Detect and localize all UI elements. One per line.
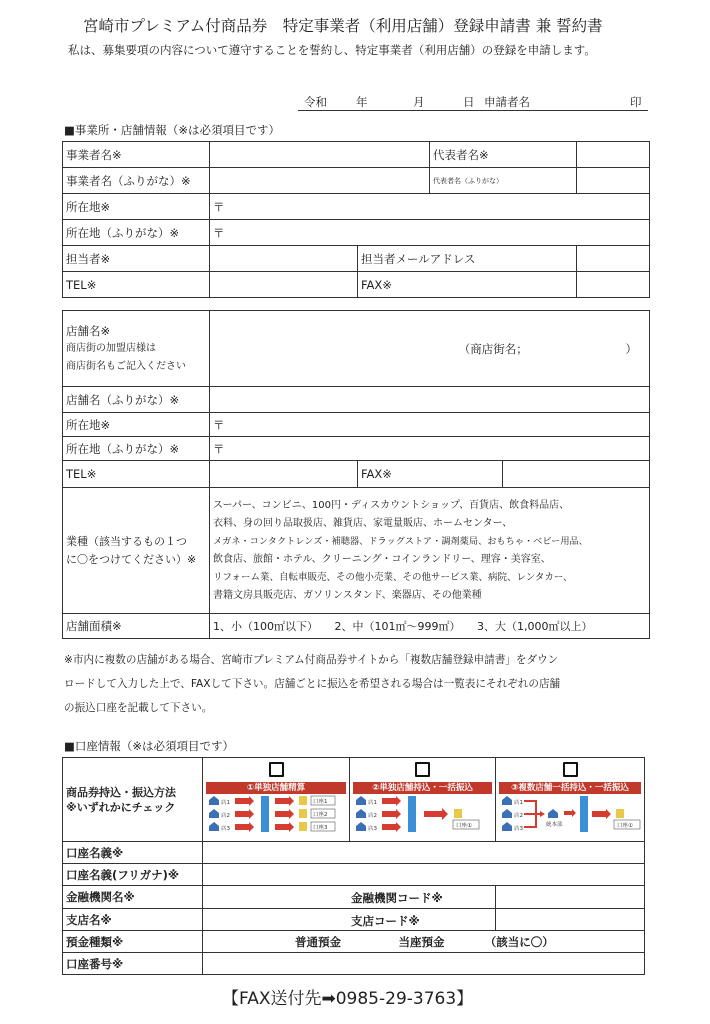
store-icon xyxy=(502,796,512,805)
section-account-title: ■口座情報（※は必須項目です） xyxy=(64,739,234,753)
contact-label: 担当者※ xyxy=(63,246,210,272)
account-label: 口座① xyxy=(617,823,633,829)
arrow-icon xyxy=(235,809,254,819)
rep-name-field[interactable] xyxy=(577,142,650,168)
arrow-icon xyxy=(275,822,294,832)
arrow-icon xyxy=(564,809,576,817)
contact-field[interactable] xyxy=(210,246,358,272)
branch-code-field[interactable] xyxy=(496,909,645,931)
bank-icon xyxy=(299,822,307,831)
arrow-icon xyxy=(275,796,294,806)
address-kana-label: 所在地（ふりがな）※ xyxy=(63,220,210,246)
area-options[interactable]: 1、小（100㎡以下） 2、中（101㎡〜999㎡） 3、大（1,000㎡以上） xyxy=(210,614,650,639)
arrow-icon xyxy=(540,811,545,817)
option-multi-bulk[interactable] xyxy=(496,758,645,842)
hq-label: 統本部 xyxy=(546,822,563,828)
industry-line: 衣料、身の回り品取扱店、雑貨店、家電量販店、ホームセンター、 xyxy=(213,517,513,529)
account-number-label: 口座番号※ xyxy=(63,953,203,975)
option-individual-bulk[interactable] xyxy=(350,758,496,842)
bank-code-label: 金融機関コード※ xyxy=(351,891,443,905)
option-2-checkbox[interactable] xyxy=(415,762,430,777)
store-address-label: 所在地※ xyxy=(63,413,210,437)
holder-field[interactable] xyxy=(203,842,645,864)
bank-icon xyxy=(454,809,462,818)
option-3-checkbox[interactable] xyxy=(563,762,578,777)
store-label: 店2 xyxy=(368,813,377,819)
arrow-icon xyxy=(275,809,294,819)
account-type-options[interactable]: 普通預金 当座預金 （該当に〇） xyxy=(203,931,645,953)
arrow-icon xyxy=(382,809,401,819)
option-individual[interactable] xyxy=(203,758,350,842)
option-1-diagram xyxy=(203,794,349,838)
option-1-checkbox[interactable] xyxy=(269,762,284,777)
merge-arrow xyxy=(524,801,540,827)
store-label: 店1 xyxy=(221,800,230,806)
store-label: 店3 xyxy=(221,826,230,832)
store-label: 店1 xyxy=(368,800,377,806)
note-line: の振込口座を記載して下さい。 xyxy=(64,702,213,714)
branch-field[interactable] xyxy=(203,909,496,931)
bank-field[interactable] xyxy=(203,886,496,909)
option-2-diagram xyxy=(350,794,495,838)
option-3-diagram xyxy=(496,794,644,838)
fax-footer: 【FAX送付先➡0985-29-3763】 xyxy=(222,989,474,1009)
section-business-title: ■事業所・店舗情報（※は必須項目です） xyxy=(64,123,280,137)
account-number-field[interactable] xyxy=(203,953,645,975)
industry-line: スーパー、コンビニ、100円・ディスカウントショップ、百貨店、飲食料品店、 xyxy=(213,499,570,511)
note-line: ロードして入力した上で、FAXして下さい。店舗ごとに振込を希望される場合は一覧表にそれぞれの店舗 xyxy=(64,678,561,690)
store-icon xyxy=(209,822,219,831)
industry-line: リフォーム業、自転車販売、その他小売業、その他サービス業、病院、レンタカー、 xyxy=(213,571,573,583)
store-icon xyxy=(502,809,512,818)
store-icon xyxy=(356,822,366,831)
seal-label: 印 xyxy=(630,95,642,109)
window-box xyxy=(261,796,269,832)
account-info-table xyxy=(62,757,645,975)
reiwa-label: 令和 xyxy=(304,95,327,109)
account-type-label: 預金種類※ xyxy=(63,931,203,953)
window-box xyxy=(580,796,588,832)
store-name-label-line: 商店街の加盟店様は xyxy=(66,342,156,354)
store-icon xyxy=(209,796,219,805)
hq-icon xyxy=(548,809,558,818)
arrow-icon xyxy=(235,796,254,806)
store-address-field[interactable]: 〒 xyxy=(210,413,650,437)
business-name-label: 事業者名※ xyxy=(63,142,210,168)
multi-store-note xyxy=(64,648,560,720)
address-label: 所在地※ xyxy=(63,194,210,220)
store-label: 店2 xyxy=(514,813,523,819)
industry-label xyxy=(63,488,210,614)
note-line: ※市内に複数の店舗がある場合、宮崎市プレミアム付商品券サイトから「複数店舗登録申請書」をダウン xyxy=(64,654,559,666)
holder-kana-label: 口座名義(フリガナ)※ xyxy=(63,864,203,886)
store-label: 店2 xyxy=(221,813,230,819)
email-field[interactable] xyxy=(577,246,650,272)
email-label: 担当者メールアドレス xyxy=(358,246,577,272)
address-field[interactable]: 〒 xyxy=(210,194,650,220)
address-kana-field[interactable]: 〒 xyxy=(210,220,650,246)
business-kana-field[interactable] xyxy=(210,168,430,194)
rep-name-label: 代表者名※ xyxy=(430,142,577,168)
store-label: 店1 xyxy=(514,800,523,806)
rep-kana-label: 代表者名（ふりがな） xyxy=(430,168,577,194)
bank-icon xyxy=(616,809,624,818)
arrow-icon xyxy=(592,809,611,819)
option-2-header: ②単独店舗持込・一括振込 xyxy=(353,782,492,794)
industry-label-line: に〇をつけてください）※ xyxy=(66,552,197,566)
account-label: 口座1 xyxy=(313,799,328,805)
store-fax-field[interactable] xyxy=(503,461,650,488)
store-name-field[interactable] xyxy=(210,311,650,387)
store-icon xyxy=(356,809,366,818)
store-tel-label: TEL※ xyxy=(63,461,210,488)
account-label: 口座① xyxy=(456,823,472,829)
store-info-table xyxy=(62,310,650,639)
method-label xyxy=(63,758,203,842)
method-label-line: 商品券持込・振込方法 xyxy=(66,785,176,799)
store-kana-label: 店舗名（ふりがな）※ xyxy=(63,387,210,413)
option-1-header: ①単独店舗精算 xyxy=(206,782,346,794)
store-name-label-line: 商店街名もご記入ください xyxy=(66,360,186,372)
arrow-icon xyxy=(382,822,401,832)
business-kana-label: 事業者名（ふりがな）※ xyxy=(63,168,210,194)
bank-icon xyxy=(299,809,307,818)
year-label: 年 xyxy=(356,95,368,109)
pledge-text: 私は、募集要項の内容について遵守することを誓約し、特定事業者（利用店舗）の登録を申請します。 xyxy=(68,43,596,57)
store-name-label xyxy=(63,311,210,387)
date-line xyxy=(298,92,648,111)
store-kana-field[interactable] xyxy=(210,387,650,413)
store-icon xyxy=(502,822,512,831)
branch-label: 支店名※ xyxy=(63,909,203,931)
fax-field[interactable] xyxy=(577,272,650,298)
business-name-field[interactable] xyxy=(210,142,430,168)
industry-label-line: 業種（該当するもの１つ xyxy=(66,534,187,548)
tel-field[interactable] xyxy=(210,272,358,298)
bank-icon xyxy=(299,796,307,805)
tel-label: TEL※ xyxy=(63,272,210,298)
branch-code-label: 支店コード※ xyxy=(351,914,420,928)
industry-line: 飲食店、旅館・ホテル、クリーニング・コインランドリー、理容・美容室、 xyxy=(213,553,551,565)
account-label: 口座2 xyxy=(313,812,328,818)
business-info-table xyxy=(62,141,650,298)
arrow-icon xyxy=(382,796,401,806)
store-label: 店3 xyxy=(368,826,377,832)
option-3-header: ③複数店舗一括持込・一括振込 xyxy=(499,782,641,794)
day-label: 日 xyxy=(463,95,475,109)
fax-label: FAX※ xyxy=(358,272,577,298)
month-label: 月 xyxy=(413,95,425,109)
page-title: 宮崎市プレミアム付商品券 特定事業者（利用店舗）登録申請書 兼 誓約書 xyxy=(83,17,603,35)
method-label-line: ※いずれかにチェック xyxy=(66,800,176,814)
window-box xyxy=(408,796,416,832)
shotengai-note: （商店街名； ） xyxy=(458,341,637,356)
store-address-kana-label: 所在地（ふりがな）※ xyxy=(63,437,210,461)
bank-label: 金融機関名※ xyxy=(63,886,203,909)
holder-label: 口座名義※ xyxy=(63,842,203,864)
holder-kana-field[interactable] xyxy=(203,864,645,886)
store-icon xyxy=(356,796,366,805)
store-address-kana-field[interactable]: 〒 xyxy=(210,437,650,461)
bank-code-field[interactable] xyxy=(496,886,645,909)
arrow-icon xyxy=(235,822,254,832)
store-fax-label: FAX※ xyxy=(358,461,503,488)
applicant-label: 申請者名 xyxy=(484,95,530,109)
store-icon xyxy=(209,809,219,818)
rep-kana-field[interactable] xyxy=(577,168,650,194)
store-label: 店3 xyxy=(514,826,523,832)
account-label: 口座3 xyxy=(313,825,328,831)
arrow-icon xyxy=(424,808,448,820)
area-label: 店舗面積※ xyxy=(63,614,210,639)
store-name-label-line: 店舗名※ xyxy=(66,323,111,338)
industry-line: メガネ・コンタクトレンズ・補聴器、ドラッグストア・調剤薬局、おもちゃ・ベビー用品、 xyxy=(213,535,588,547)
industry-options[interactable] xyxy=(210,488,650,614)
store-tel-field[interactable] xyxy=(210,461,358,488)
industry-line: 書籍文房具販売店、ガソリンスタンド、楽器店、その他業種 xyxy=(213,589,482,601)
